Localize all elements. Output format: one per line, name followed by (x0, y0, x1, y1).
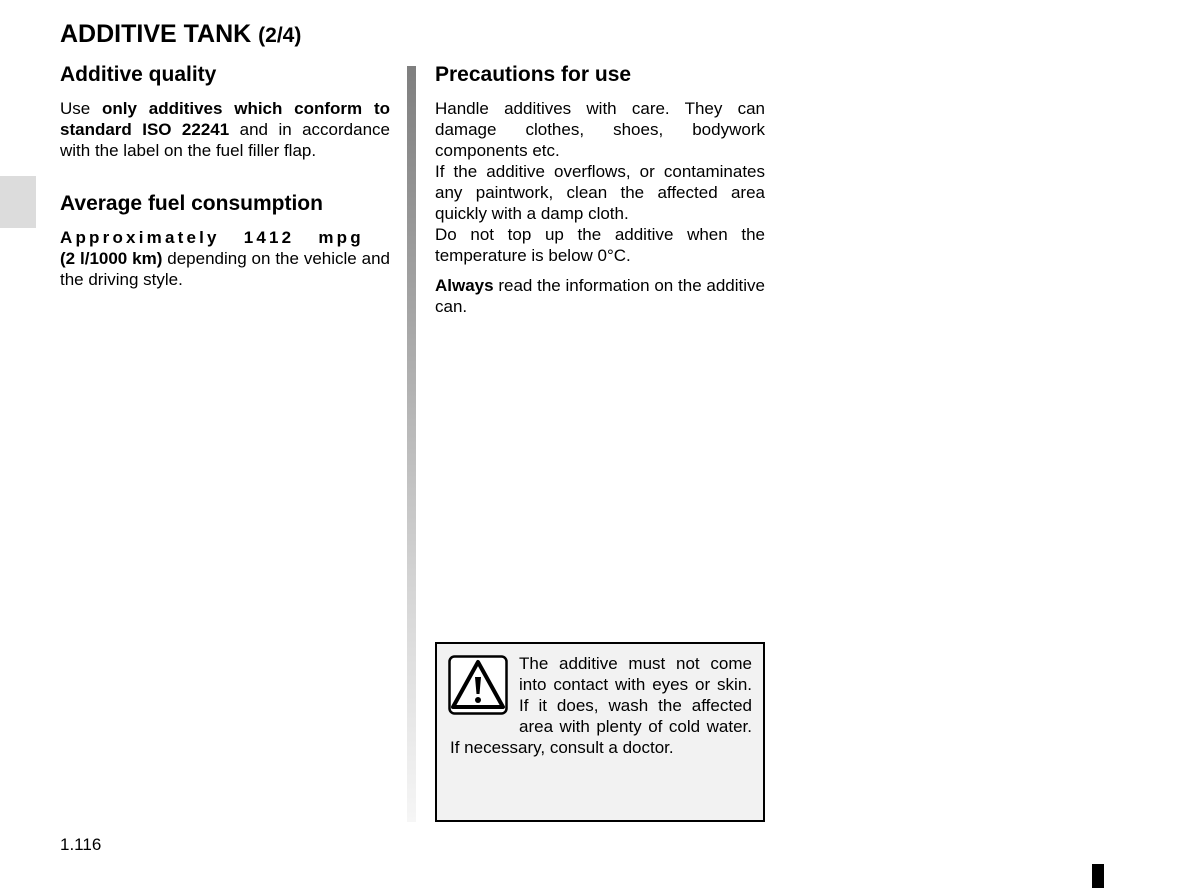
additive-quality-text-end: and in accordance with the label on the fuel filler flap. (60, 120, 390, 160)
consumption-value (60, 228, 364, 247)
average-consumption-text (60, 227, 390, 290)
chapter-side-tab (0, 176, 36, 228)
page-title (60, 18, 301, 52)
additive-quality-standard: only additives which conform to standard ISO 22241 (60, 99, 390, 139)
precautions-para-1: Handle additives with care. They can damage clothes, shoes, bodywork components etc. (435, 99, 765, 160)
additive-quality-text-start: Use (60, 99, 103, 118)
consumption-value-word: Approximately (60, 228, 220, 247)
additive-quality-text (60, 98, 390, 161)
warning-text: The additive must not come into contact with eyes or skin. If it does, wash the affected area with plenty of cold water. If necessary, consult a doctor. (450, 654, 752, 757)
average-consumption-heading: Average fuel consumption (60, 192, 323, 215)
warning-text-block (450, 653, 752, 758)
precautions-para-3: Do not top up the additive when the temperature is below 0°C. (435, 225, 765, 265)
consumption-metric: (2 l/1000 km) (60, 249, 163, 268)
warning-box (435, 642, 765, 822)
page-title-suffix: (2/4) (258, 24, 302, 47)
precautions-always: Always (435, 276, 494, 295)
precautions-para-4-rest: read the information on the additive can. (435, 276, 765, 316)
average-consumption-section (60, 189, 390, 290)
precautions-para-4 (435, 275, 765, 317)
page-edge-mark (1092, 864, 1104, 888)
precautions-heading: Precautions for use (435, 63, 632, 86)
column-divider (407, 66, 416, 822)
page-number: 1.116 (60, 835, 102, 854)
left-column (60, 60, 390, 290)
additive-quality-section (60, 60, 390, 161)
consumption-value-unit: mpg (318, 228, 364, 247)
precautions-section (435, 60, 765, 317)
precautions-para-2: If the additive overflows, or contaminates any paintwork, clean the affected area quickly with a damp cloth. (435, 162, 765, 223)
consumption-value-number: 1412 (243, 228, 295, 247)
consumption-text-rest: depending on the vehicle and the driving style. (60, 249, 390, 289)
right-column (435, 60, 765, 317)
additive-quality-heading: Additive quality (60, 63, 217, 86)
page-title-text: ADDITIVE TANK (60, 20, 252, 48)
